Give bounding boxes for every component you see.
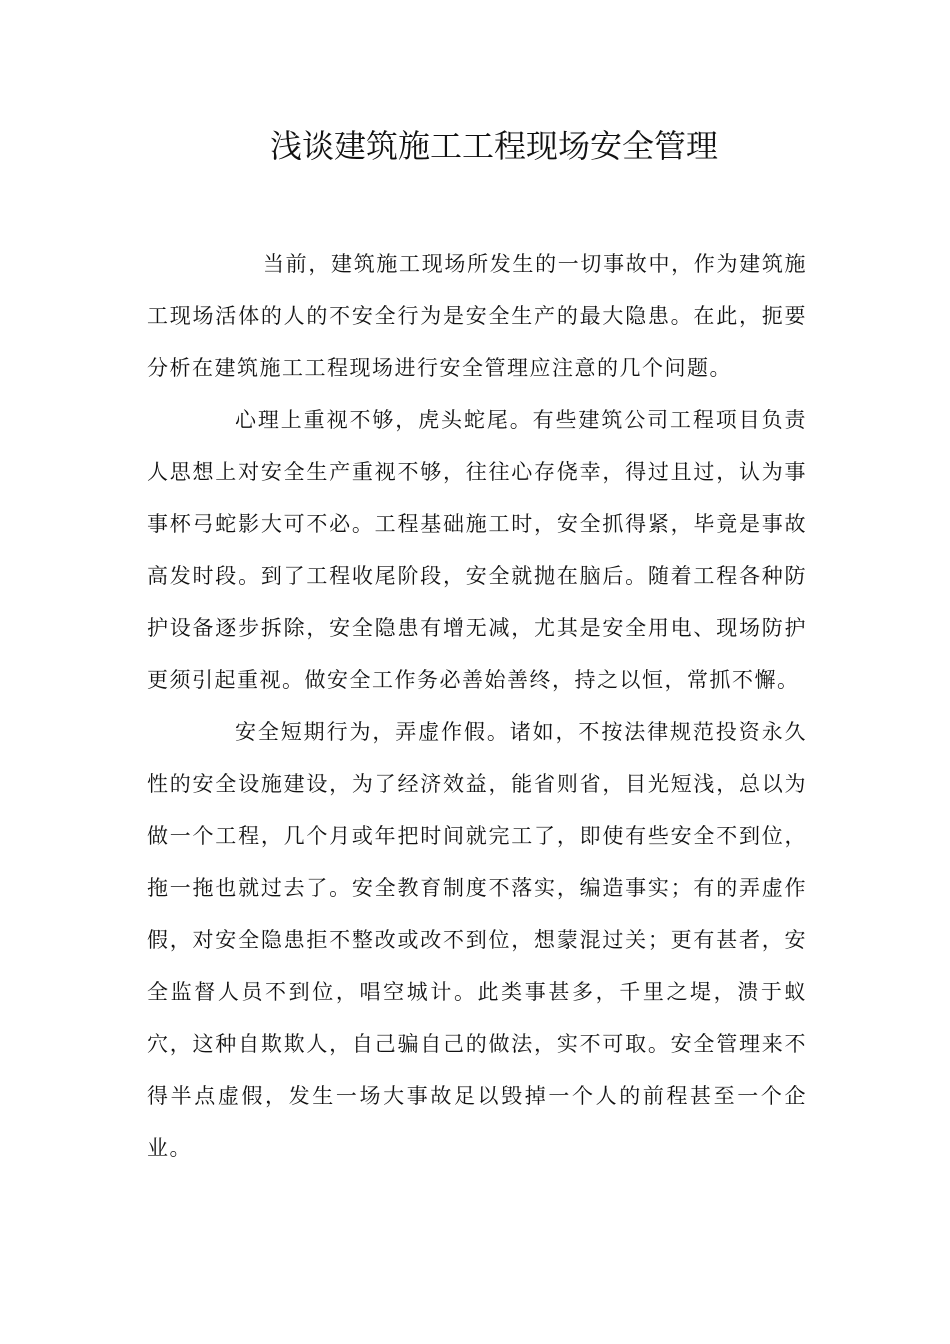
paragraph-intro: 当前，建筑施工现场所发生的一切事故中，作为建筑施工现场活体的人的不安全行为是安全生产的最大隐患。在此，扼要分析在建筑施工工程现场进行安全管理应注意的几个问题。 <box>147 252 807 380</box>
document-title: 浅谈建筑施工工程现场安全管理 <box>270 127 719 165</box>
document-body <box>147 238 807 1174</box>
paragraph-short-term-behavior: 安全短期行为，弄虚作假。诸如，不按法律规范投资永久性的安全设施建设，为了经济效益，能省则省，目光短浅，总以为做一个工程，几个月或年把时间就完工了，即使有些安全不到位，拖一拖也就过去了。安全教育制度不落实，编造事实；有的弄虚作假，对安全隐患拒不整改或改不到位，想蒙混过关；更有甚者，安全监督人员不到位，唱空城计。此类事甚多，千里之堤，溃于蚁穴，这种自欺欺人，自己骗自己的做法，实不可取。安全管理来不得半点虚假，发生一场大事故足以毁掉一个人的前程甚至一个企业。 <box>147 720 807 1160</box>
paragraph-psychology: 心理上重视不够，虎头蛇尾。有些建筑公司工程项目负责人思想上对安全生产重视不够，往往心存侥幸，得过且过，认为事事杯弓蛇影大可不必。工程基础施工时，安全抓得紧，毕竟是事故高发时段。到了工程收尾阶段，安全就抛在脑后。随着工程各种防护设备逐步拆除，安全隐患有增无减，尤其是安全用电、现场防护更须引起重视。做安全工作务必善始善终，持之以恒，常抓不懈。 <box>147 408 807 692</box>
